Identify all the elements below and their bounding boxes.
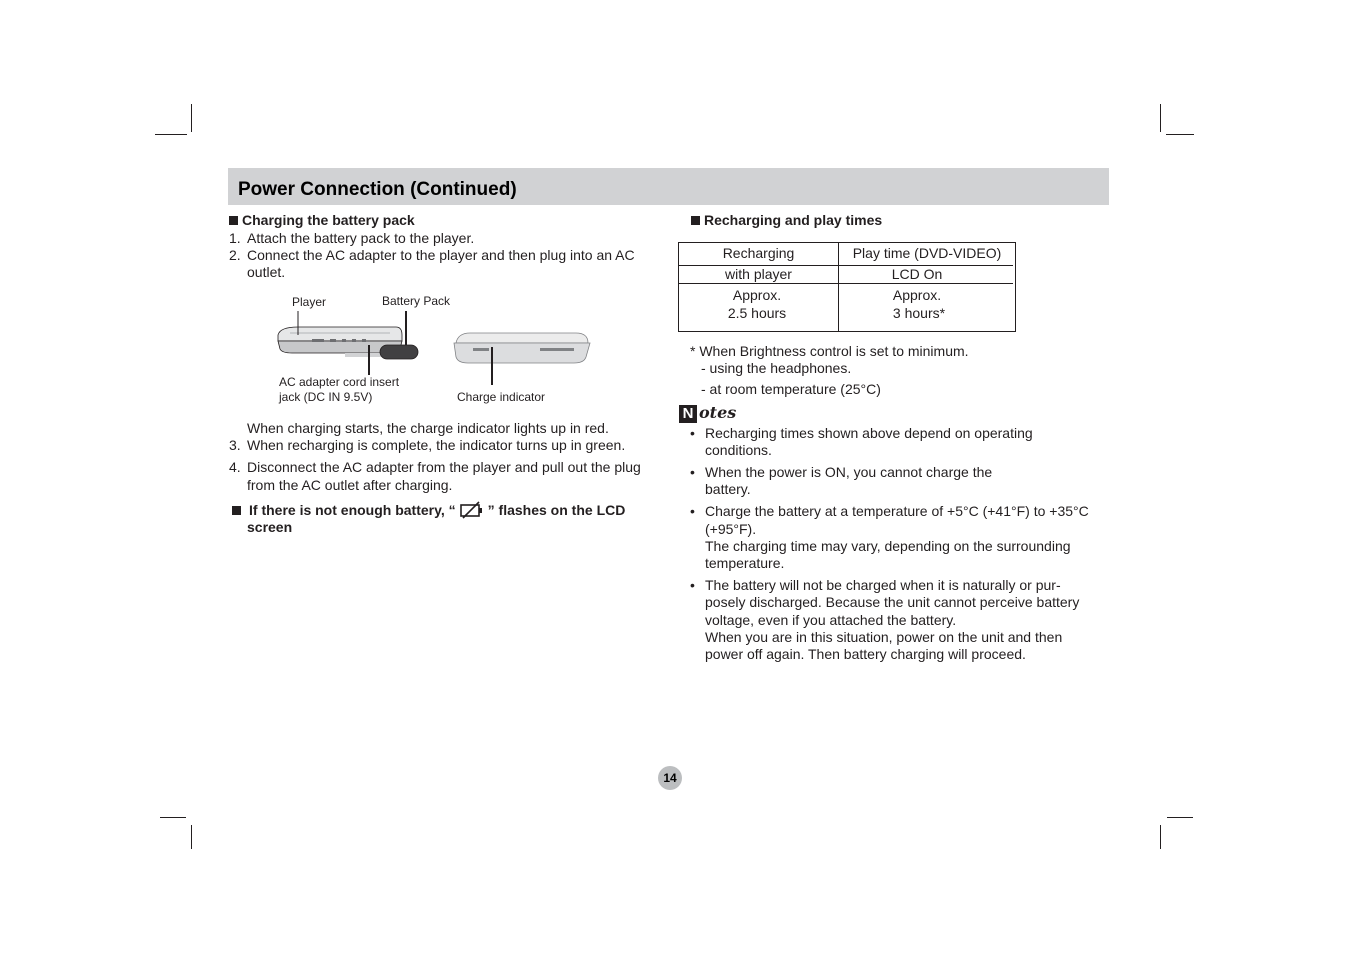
footnote: - at room temperature (25°C) [701, 381, 881, 397]
note-text: The battery will not be charged when it is naturally or pur- [705, 577, 1061, 593]
note-text: The charging time may vary, depending on the surrounding [705, 538, 1071, 554]
footnote: - using the headphones. [701, 360, 852, 376]
crop-mark [1160, 825, 1161, 849]
square-bullet-icon [232, 506, 241, 515]
header-band [228, 168, 1109, 205]
step-text: When recharging is complete, the indicator turns up in green. [247, 437, 626, 453]
note-text: Charge the battery at a temperature of +5°C (+41°F) to +35°C [705, 503, 1089, 519]
note-text: When the power is ON, you cannot charge the [705, 464, 993, 480]
crop-mark [1167, 817, 1193, 818]
crop-mark [160, 817, 186, 818]
note-text: posely discharged. Because the unit cannot perceive battery [705, 594, 1080, 610]
notes-heading: otes [699, 403, 737, 422]
notes-badge: N [679, 405, 697, 423]
section-title-recharging: Recharging and play times [691, 212, 882, 228]
bullet-dot: • [690, 503, 695, 519]
step-text: outlet. [247, 264, 286, 280]
crop-mark [191, 825, 192, 849]
table-divider [679, 283, 838, 284]
warning-heading-line2: screen [247, 519, 293, 535]
square-bullet-icon [691, 216, 700, 225]
bullet-dot: • [690, 577, 695, 593]
step-number: 4. [229, 459, 241, 475]
step-text: Attach the battery pack to the player. [247, 230, 475, 246]
bullet-dot: • [690, 425, 695, 441]
table-cell: Play time (DVD-VIDEO) [852, 245, 1002, 261]
crop-mark [1160, 104, 1161, 132]
step-text: Connect the AC adapter to the player and then plug into an AC [247, 247, 635, 263]
label-player: Player [292, 295, 327, 309]
bullet-dot: • [690, 464, 695, 480]
player-diagram [270, 305, 600, 385]
battery-empty-icon [459, 501, 485, 519]
note-text: When you are in this situation, power on the unit and then [705, 629, 1063, 645]
table-cell: 3 hours* [892, 305, 946, 321]
table-cell: LCD On [891, 266, 943, 282]
crop-mark [1166, 134, 1194, 135]
section-title-charging: Charging the battery pack [229, 212, 415, 228]
step-text: Disconnect the AC adapter from the player and pull out the plug [247, 459, 641, 475]
warning-heading: If there is not enough battery, “ ” flashes on the LCD [232, 501, 625, 519]
note-text: (+95°F). [705, 521, 757, 537]
table-cell: with player [725, 266, 792, 282]
charging-note: When charging starts, the charge indicator lights up in red. [247, 420, 609, 436]
crop-mark [191, 104, 192, 132]
page-number: 14 [658, 766, 682, 790]
table-cell: Approx. [892, 287, 942, 303]
note-text: power off again. Then battery charging will proceed. [705, 646, 1026, 662]
note-text: Recharging times shown above depend on operating [705, 425, 1033, 441]
step-text: from the AC outlet after charging. [247, 477, 453, 493]
label-battery-pack: Battery Pack [382, 294, 451, 308]
page-title: Power Connection (Continued) [238, 179, 517, 200]
step-number: 3. [229, 437, 241, 453]
label-charge-indicator: Charge indicator [457, 390, 546, 404]
note-text: battery. [705, 481, 751, 497]
recharge-table [678, 242, 1016, 332]
table-cell: Recharging [722, 245, 795, 261]
note-text: conditions. [705, 442, 772, 458]
table-cell: Approx. [732, 287, 782, 303]
table-divider [839, 283, 1013, 284]
step-number: 2. [229, 247, 241, 263]
step-number: 1. [229, 230, 241, 246]
label-ac-jack-2: jack (DC IN 9.5V) [279, 390, 373, 404]
crop-mark [155, 134, 187, 135]
note-text: temperature. [705, 555, 785, 571]
label-ac-jack-1: AC adapter cord insert [279, 375, 400, 389]
table-cell: 2.5 hours [727, 305, 787, 321]
square-bullet-icon [229, 216, 238, 225]
footnote: * When Brightness control is set to minimum. [690, 343, 969, 359]
note-text: voltage, even if you attached the battery. [705, 612, 957, 628]
